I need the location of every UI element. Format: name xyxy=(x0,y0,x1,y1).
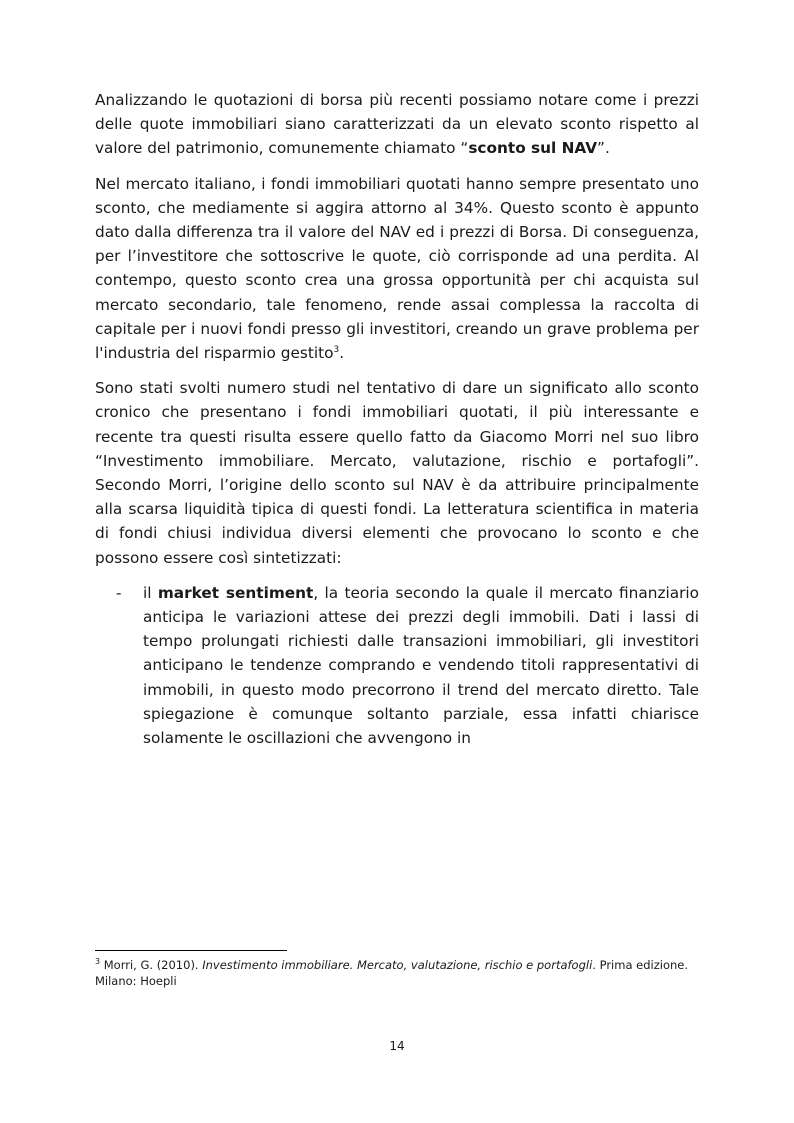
causes-list xyxy=(95,581,699,750)
paragraph-1-text-a: Analizzando le quotazioni di borsa più recenti possiamo notare come i prezzi delle quote immobiliari siano caratterizzati da un elevato sconto rispetto al valore del patrimonio, comunemente chiamato “ xyxy=(95,91,699,158)
footnote-rest: . Prima edizione. Milano: Hoepli xyxy=(95,958,689,988)
footnote-title: Investimento immobiliare. Mercato, valutazione, rischio e portafogli xyxy=(202,958,593,972)
paragraph-1-text-b: ”. xyxy=(597,139,610,158)
list-bullet-dash: - xyxy=(116,583,122,602)
footnote-number: 3 xyxy=(95,957,101,967)
list-item xyxy=(95,581,699,750)
paragraph-1 xyxy=(95,88,699,161)
paragraph-2-text-a: Nel mercato italiano, i fondi immobiliari quotati hanno sempre presentato uno sconto, che mediamente si aggira attorno al 34%. Questo sconto è appunto dato dalla differenza tra il valore del NAV ed i prezzi di Borsa. Di conseguenza, per l’investitore che sottoscrive le quote, ciò corrisponde ad una perdita. Al contempo, questo sconto crea una grossa opportunità per chi acquista sul mercato secondario, tale fenomeno, rende assai complessa la raccolta di capitale per i nuovi fondi presso gli investitori, creando un grave problema per l'industria del risparmio gestito xyxy=(95,174,699,363)
list-item-text-b: , la teoria secondo la quale il mercato finanziario anticipa le variazioni attese dei prezzi degli immobili. Dati i lassi di tempo prolungati richiesti dalle transazioni immobiliari, gli investitori anticipano le tendenze comprando e vendendo titoli rappresentativi di immobili, in questo modo precorrono il trend del mercato diretto. Tale spiegazione è comunque soltanto parziale, essa infatti chiarisce solamente le oscillazioni che avvengono in xyxy=(143,583,699,748)
paragraph-2-text-b: . xyxy=(339,344,345,363)
footnote xyxy=(95,958,699,989)
page-number: 14 xyxy=(389,1039,405,1053)
term-market-sentiment: market sentiment xyxy=(157,583,314,602)
footnote-author: Morri, G. (2010). xyxy=(100,958,203,972)
paragraph-3 xyxy=(95,376,699,570)
footnote-reference[interactable]: 3 xyxy=(333,344,340,355)
term-sconto-sul-nav: sconto sul NAV xyxy=(468,139,598,158)
paragraph-2 xyxy=(95,172,699,366)
footnote-separator xyxy=(95,950,287,951)
paragraph-3-text: Sono stati svolti numero studi nel tentativo di dare un significato allo sconto cronico che presentano i fondi immobiliari quotati, il più interessante e recente tra questi risulta essere quello fatto da Giacomo Morri nel suo libro “Investimento immobiliare. Mercato, valutazione, rischio e portafogli”. Secondo Morri, l’origine dello sconto sul NAV è da attribuire principalmente alla scarsa liquidità tipica di questi fondi. La letteratura scientifica in materia di fondi chiusi individua diversi elementi che provocano lo sconto e che possono essere così sintetizzati: xyxy=(95,379,699,567)
list-item-text-a: il xyxy=(143,583,158,602)
page-body xyxy=(95,88,699,750)
